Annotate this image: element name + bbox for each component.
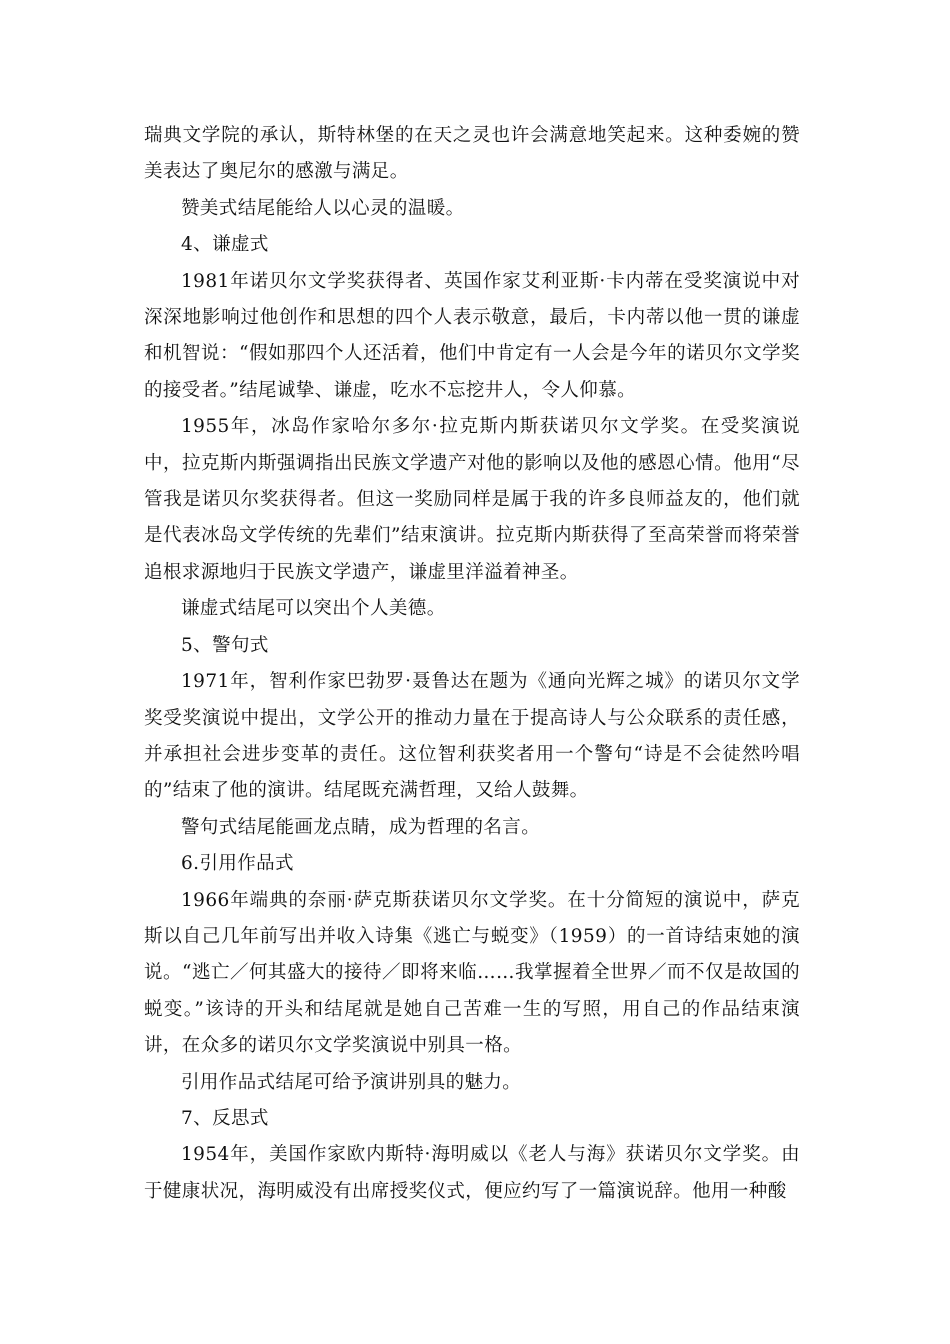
- paragraph: 1971年，智利作家巴勃罗·聂鲁达在题为《通向光辉之城》的诺贝尔文学奖受奖演说中提出，文学公开的推动力量在于提高诗人与公众联系的责任感，并承担社会进步变革的责任。这位智利获奖者用一个警句“诗是不会徒然吟唱的”结束了他的演讲。结尾既充满哲理，又给人鼓舞。: [144, 671, 800, 802]
- section-heading: 4、谦虚式: [181, 234, 269, 256]
- document-body: [144, 118, 800, 1210]
- paragraph: 1981年诺贝尔文学奖获得者、英国作家艾利亚斯·卡内蒂在受奖演说中对深深地影响过他创作和思想的四个人表示敬意，最后，卡内蒂以他一贯的谦虚和机智说：“假如那四个人还活着，他们中肯定有一人会是今年的诺贝尔文学奖的接受者。”结尾诚挚、谦虚，吃水不忘挖井人，令人仰慕。: [144, 270, 800, 401]
- paragraph: 警句式结尾能画龙点睛，成为哲理的名言。: [181, 816, 541, 838]
- paragraph: 谦虚式结尾可以突出个人美德。: [181, 598, 446, 620]
- paragraph: 1966年端典的奈丽·萨克斯获诺贝尔文学奖。在十分简短的演说中，萨克斯以自己几年前写出并收入诗集《逃亡与蜕变》（1959）的一首诗结束她的演说。“逃亡／何其盛大的接待／即将来临……我掌握着全世界／而不仅是故国的蜕变。”该诗的开头和结尾就是她自己苦难一生的写照，用自己的作品结束演讲，在众多的诺贝尔文学奖演说中别具一格。: [144, 889, 800, 1057]
- section-heading: 5、警句式: [181, 634, 269, 656]
- paragraph: 1954年，美国作家欧内斯特·海明威以《老人与海》获诺贝尔文学奖。由于健康状况，海明威没有出席授奖仪式，便应约写了一篇演说辞。他用一种酸: [144, 1144, 800, 1202]
- section-heading: 7、反思式: [181, 1107, 269, 1129]
- paragraph: 1955年，冰岛作家哈尔多尔·拉克斯内斯获诺贝尔文学奖。在受奖演说中，拉克斯内斯强调指出民族文学遗产对他的影响以及他的感恩心情。他用“尽管我是诺贝尔奖获得者。但这一奖励同样是属于我的许多良师益友的，他们就是代表冰岛文学传统的先辈们”结束演讲。拉克斯内斯获得了至高荣誉而将荣誉追根求源地归于民族文学遗产，谦虚里洋溢着神圣。: [144, 416, 800, 583]
- paragraph: 瑞典文学院的承认，斯特林堡的在天之灵也许会满意地笑起来。这种委婉的赞美表达了奥尼尔的感激与满足。: [144, 125, 800, 183]
- paragraph: 赞美式结尾能给人以心灵的温暖。: [181, 197, 465, 219]
- paragraph: 引用作品式结尾可给予演讲别具的魅力。: [181, 1071, 522, 1093]
- section-heading: 6.引用作品式: [181, 853, 294, 875]
